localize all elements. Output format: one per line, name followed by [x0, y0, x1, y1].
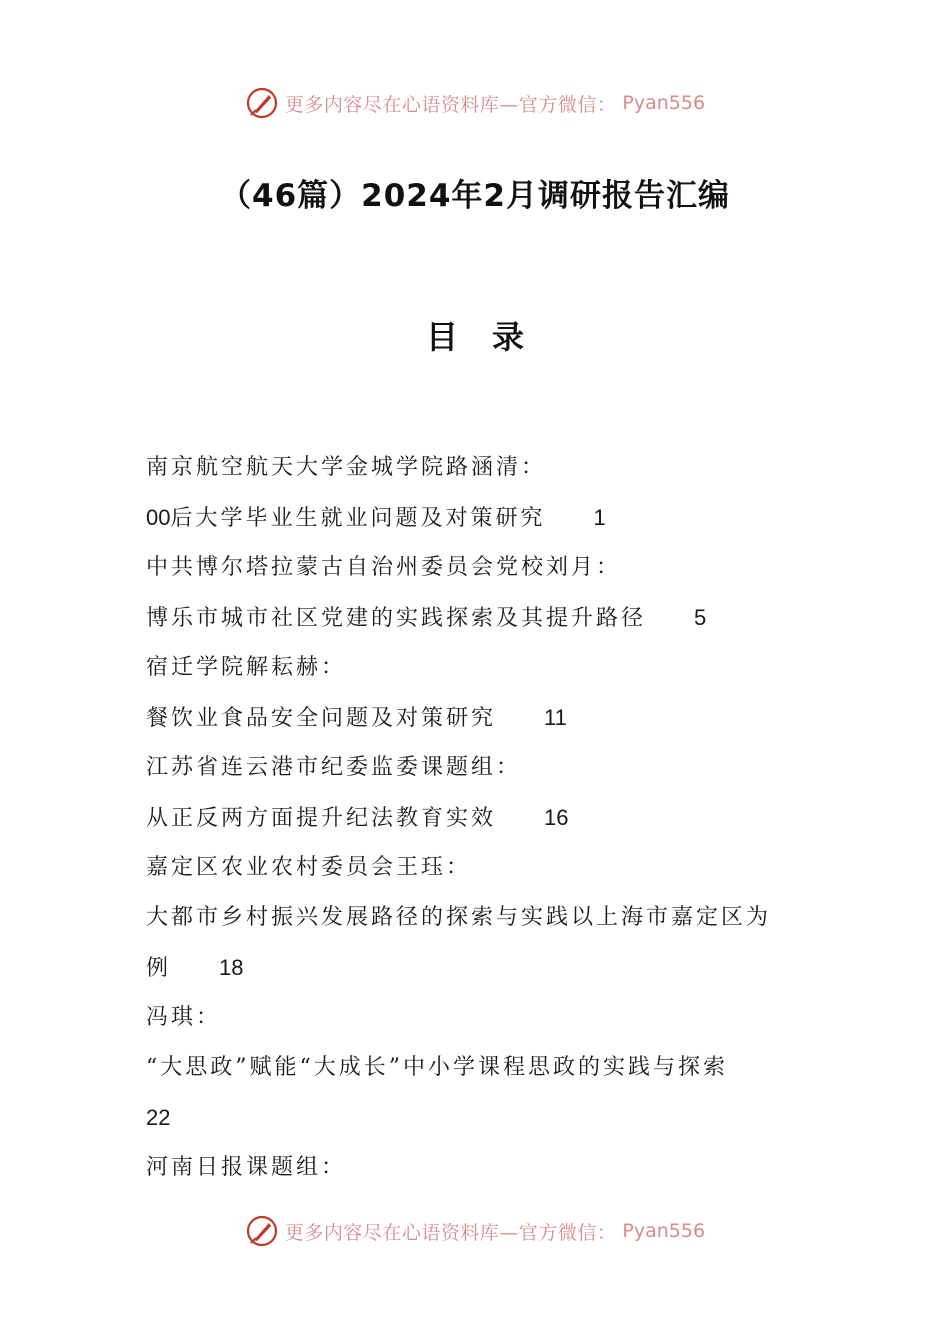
toc-title: 后大学毕业生就业问题及对策研究 [170, 506, 546, 531]
toc-page-number: 1 [593, 505, 606, 530]
watermark-footer [0, 1214, 950, 1248]
watermark-text: 更多内容尽在心语资料库—官方微信： [284, 93, 617, 116]
watermark-text: 更多内容尽在心语资料库—官方微信： [284, 1221, 617, 1244]
toc-entry[interactable] [146, 1048, 816, 1098]
toc-title-continuation: 例 [146, 956, 172, 981]
toc-author: 嘉定区农业农村委员会王珏： [146, 855, 472, 880]
toc-page-number: 22 [146, 1105, 171, 1130]
toc-entry[interactable] [146, 898, 816, 948]
quill-logo-icon [245, 86, 279, 120]
toc-page-number: 5 [694, 605, 707, 630]
toc-heading: 目录 [425, 318, 558, 356]
toc-page-number: 18 [219, 955, 244, 980]
toc-entry[interactable] [146, 498, 816, 548]
toc-page-number: 11 [544, 705, 567, 730]
quill-logo-icon [245, 1214, 279, 1248]
toc-entry-continuation[interactable] [146, 1098, 816, 1148]
toc-title: 从正反两方面提升纪法教育实效 [146, 806, 497, 831]
toc-title: 餐饮业食品安全问题及对策研究 [146, 706, 497, 731]
toc-author: 宿迁学院解耘赫： [146, 655, 347, 680]
toc-entry[interactable] [146, 598, 816, 648]
toc-entry[interactable] [146, 698, 816, 748]
toc-title: 博乐市城市社区党建的实践探索及其提升路径 [146, 606, 647, 631]
watermark-header [0, 86, 950, 120]
toc-author: 冯琪： [146, 1005, 222, 1030]
watermark-wechat-id: Pyan556 [622, 1220, 706, 1242]
toc-author: 河南日报课题组： [146, 1155, 347, 1180]
toc-entry[interactable] [146, 798, 816, 848]
toc-title: “大思政”赋能“大成长”中小学课程思政的实践与探索 [146, 1055, 728, 1080]
table-of-contents [146, 448, 816, 1198]
document-title: （46篇）2024年2月调研报告汇编 [220, 178, 730, 214]
toc-author: 南京航空航天大学金城学院路涵清： [146, 455, 547, 480]
toc-title-lead: 00 [146, 505, 171, 530]
toc-entry-continuation[interactable] [146, 948, 816, 998]
toc-page-number: 16 [544, 805, 569, 830]
toc-title: 大都市乡村振兴发展路径的探索与实践以上海市嘉定区为 [146, 905, 772, 930]
toc-author: 中共博尔塔拉蒙古自治州委员会党校刘月： [146, 555, 622, 580]
watermark-wechat-id: Pyan556 [622, 92, 706, 114]
toc-author: 江苏省连云港市纪委监委课题组： [146, 755, 522, 780]
